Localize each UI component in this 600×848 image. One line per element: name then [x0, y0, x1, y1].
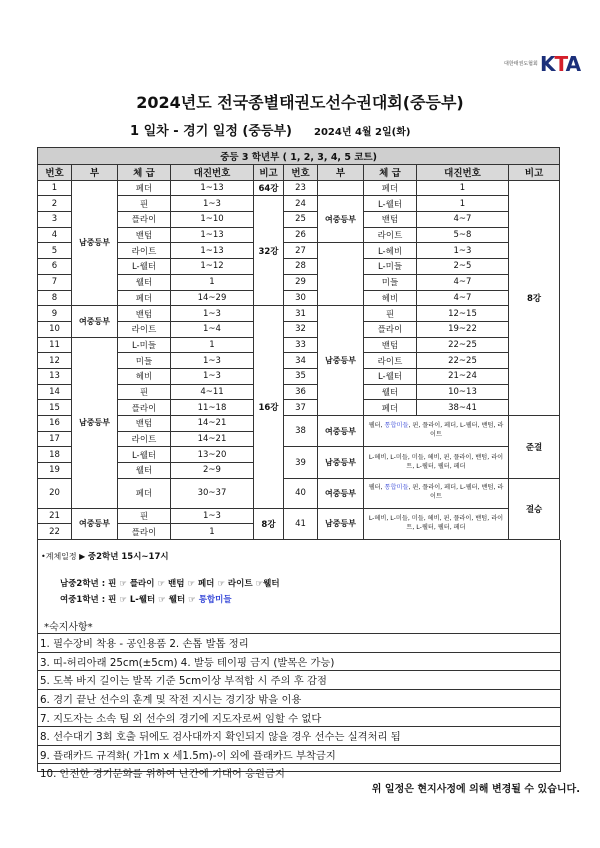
cell-weight: 페더: [118, 180, 171, 196]
round-cell: 64강: [254, 180, 284, 196]
cell-weight: 페더: [364, 180, 417, 196]
cell-no: 4: [38, 227, 72, 243]
cell-weight: 헤비: [118, 368, 171, 384]
cell-bracket: 1~4: [171, 321, 254, 337]
document-subtitle: [130, 120, 410, 139]
rules-list: [38, 633, 560, 782]
cell-no: 20: [38, 478, 72, 508]
cell-weight: 페더: [118, 478, 171, 508]
cell-bracket: 4~7: [417, 212, 509, 228]
col-header: 비고: [254, 165, 284, 181]
cell-bracket: 22~25: [417, 337, 509, 353]
cell-weight: 페더: [364, 400, 417, 416]
table-row: [38, 180, 560, 196]
cell-weight: 웰터: [364, 384, 417, 400]
cell-no: 27: [284, 243, 318, 259]
cell-bracket: 1~3: [171, 368, 254, 384]
weight-list-cell: L-헤비, L-미들, 미들, 헤비, 핀, 플라이, 밴텀, 라이트, L-웰터, 웰터, 페더: [364, 447, 509, 478]
rule-item: 10. 안전한 경기문화를 위하여 난간에 기대어 응원금지: [38, 764, 560, 782]
table-row: [38, 508, 560, 524]
cell-no: 14: [38, 384, 72, 400]
cell-bracket: 11~18: [171, 400, 254, 416]
round-cell: 준결: [509, 416, 560, 479]
cell-bracket: 1~3: [171, 306, 254, 322]
cell-weight: L-미들: [118, 337, 171, 353]
col-header: 번호: [284, 165, 318, 181]
division-cell: 남중등부: [72, 180, 118, 306]
cell-bracket: 1: [171, 524, 254, 540]
cell-no: 35: [284, 368, 318, 384]
division-cell: [318, 180, 364, 196]
rule-item: 6. 경기 끝난 선수의 훈계 및 작전 지시는 경기장 밖을 이용: [38, 689, 560, 708]
cell-bracket: 1: [417, 196, 509, 212]
weigh-in-boys: 남중2학년 : 핀 ☞ 플라이 ☞ 밴텀 ☞ 페더 ☞ 라이트 ☞웰터: [60, 579, 280, 589]
col-header: 부: [72, 165, 118, 181]
cell-no: 17: [38, 431, 72, 447]
cell-no: 5: [38, 243, 72, 259]
cell-weight: 플라이: [118, 212, 171, 228]
rules-heading: *숙지사항*: [44, 622, 93, 633]
cell-weight: 라이트: [364, 227, 417, 243]
cell-no: 36: [284, 384, 318, 400]
col-header: 체 급: [118, 165, 171, 181]
cell-bracket: 1~12: [171, 259, 254, 275]
col-header: 체 급: [364, 165, 417, 181]
day-label: 1 일차 - 경기 일정 (중등부): [130, 124, 292, 139]
cell-weight: 웰터: [118, 463, 171, 479]
cell-no: 31: [284, 306, 318, 322]
cell-no: 9: [38, 306, 72, 322]
cell-no: 6: [38, 259, 72, 275]
cell-weight: 미들: [364, 274, 417, 290]
division-cell: 남중등부: [318, 447, 364, 478]
cell-bracket: 19~22: [417, 321, 509, 337]
logo-caption: 대한태권도협회: [504, 61, 538, 67]
cell-bracket: 30~37: [171, 478, 254, 508]
cell-weight: 플라이: [364, 321, 417, 337]
cell-bracket: 4~11: [171, 384, 254, 400]
division-cell: 남중등부: [318, 508, 364, 539]
cell-bracket: 14~29: [171, 290, 254, 306]
cell-weight: 라이트: [364, 353, 417, 369]
weigh-in-girls: 여중1학년 : 핀 ☞ L-웰터 ☞ 웰터 ☞ 통합미들: [60, 595, 232, 605]
division-cell: 여중등부: [72, 306, 118, 337]
cell-bracket: 2~9: [171, 463, 254, 479]
rule-item: 3. 띠-허리아래 25cm(±5cm) 4. 발등 테이핑 금지 (발목은 가능): [38, 652, 560, 671]
cell-weight: 밴텀: [364, 212, 417, 228]
cell-no: 25: [284, 212, 318, 228]
cell-weight: 라이트: [118, 431, 171, 447]
division-cell: 여중등부: [318, 196, 364, 243]
cell-bracket: 5~8: [417, 227, 509, 243]
round-cell: 32강: [254, 196, 284, 306]
cell-no: 21: [38, 508, 72, 524]
cell-no: 29: [284, 274, 318, 290]
cell-bracket: 4~7: [417, 290, 509, 306]
weight-list-cell: 웰터, 통합미들, 핀, 플라이, 페더, L-웰터, 밴텀, 라이트: [364, 416, 509, 447]
cell-bracket: 1~10: [171, 212, 254, 228]
cell-bracket: 1~13: [171, 227, 254, 243]
cell-weight: 라이트: [118, 243, 171, 259]
cell-weight: 밴텀: [118, 416, 171, 432]
weight-list-cell: L-헤비, L-미들, 미들, 헤비, 핀, 플라이, 밴텀, 라이트, L-웰터, 웰터, 페더: [364, 508, 509, 539]
cell-bracket: 1: [417, 180, 509, 196]
cell-no: 2: [38, 196, 72, 212]
round-cell: 8강: [509, 180, 560, 415]
round-cell: 결승: [509, 478, 560, 539]
col-header: 대진번호: [171, 165, 254, 181]
cell-no: 1: [38, 180, 72, 196]
rule-item: 5. 도복 바지 길이는 발목 기준 5cm이상 부적합 시 주의 후 감점: [38, 671, 560, 690]
cell-weight: 핀: [118, 196, 171, 212]
division-cell: 여중등부: [72, 508, 118, 539]
document-title: 2024년도 전국종별태권도선수권대회(중등부): [136, 93, 464, 112]
cell-bracket: 14~21: [171, 416, 254, 432]
round-cell: 16강: [254, 306, 284, 509]
cell-weight: 밴텀: [118, 306, 171, 322]
cell-no: 22: [38, 524, 72, 540]
cell-weight: L-웰터: [364, 196, 417, 212]
schedule-table: [37, 147, 560, 540]
cell-no: 34: [284, 353, 318, 369]
table-band-header: 중등 3 학년부 ( 1, 2, 3, 4, 5 코트): [38, 148, 560, 165]
cell-no: 13: [38, 368, 72, 384]
table-row: [38, 306, 560, 322]
cell-bracket: 1~3: [171, 508, 254, 524]
cell-no: 39: [284, 447, 318, 478]
cell-weight: 핀: [118, 384, 171, 400]
cell-no: 32: [284, 321, 318, 337]
cell-bracket: 1~3: [171, 196, 254, 212]
col-header: 부: [318, 165, 364, 181]
cell-weight: L-헤비: [364, 243, 417, 259]
cell-bracket: 1~3: [417, 243, 509, 259]
cell-weight: 라이트: [118, 321, 171, 337]
weigh-in-schedule: •계체일정 ▶ 중2학년 15시~17시: [41, 552, 169, 562]
cell-no: 18: [38, 447, 72, 463]
cell-bracket: 1~13: [171, 180, 254, 196]
cell-no: 11: [38, 337, 72, 353]
cell-weight: 핀: [364, 306, 417, 322]
rule-item: 7. 지도자는 소속 팀 외 선수의 경기에 지도자로써 임할 수 없다: [38, 708, 560, 727]
cell-weight: L-웰터: [118, 259, 171, 275]
cell-bracket: 12~15: [417, 306, 509, 322]
cell-weight: 핀: [118, 508, 171, 524]
rule-item: 1. 필수장비 착용 - 공인용품 2. 손톱 발톱 정리: [38, 634, 560, 653]
cell-no: 38: [284, 416, 318, 447]
col-header: 대진번호: [417, 165, 509, 181]
cell-weight: 밴텀: [118, 227, 171, 243]
date-label: 2024년 4월 2일(화): [313, 127, 411, 138]
division-cell: 여중등부: [318, 478, 364, 508]
cell-no: 40: [284, 478, 318, 508]
division-cell: [318, 243, 364, 306]
division-cell: 여중등부: [318, 416, 364, 447]
cell-no: 33: [284, 337, 318, 353]
cell-no: 30: [284, 290, 318, 306]
cell-weight: L-웰터: [364, 368, 417, 384]
rule-item: 8. 선수대기 3회 호출 뒤에도 검사대까지 확인되지 않을 경우 선수는 실격처리 됨: [38, 726, 560, 745]
cell-bracket: 1: [171, 337, 254, 353]
cell-bracket: 10~13: [417, 384, 509, 400]
cell-weight: L-미들: [364, 259, 417, 275]
division-cell: 남중등부: [318, 306, 364, 416]
cell-bracket: 13~20: [171, 447, 254, 463]
cell-bracket: 1~13: [171, 243, 254, 259]
cell-bracket: 1: [171, 274, 254, 290]
cell-weight: 페더: [118, 290, 171, 306]
division-cell: 남중등부: [72, 337, 118, 508]
kta-logo: [504, 52, 581, 76]
cell-no: 3: [38, 212, 72, 228]
cell-no: 12: [38, 353, 72, 369]
cell-bracket: 4~7: [417, 274, 509, 290]
cell-bracket: 21~24: [417, 368, 509, 384]
col-header: 비고: [509, 165, 560, 181]
cell-bracket: 14~21: [171, 431, 254, 447]
notes-box: [37, 540, 561, 781]
cell-bracket: 1~3: [171, 353, 254, 369]
cell-weight: 밴텀: [364, 337, 417, 353]
footer-note: 위 일정은 현지사정에 의해 변경될 수 있습니다.: [371, 784, 580, 795]
cell-weight: 헤비: [364, 290, 417, 306]
cell-no: 10: [38, 321, 72, 337]
cell-bracket: 22~25: [417, 353, 509, 369]
col-header: 번호: [38, 165, 72, 181]
weight-list-cell: 웰터, 통합미들, 핀, 플라이, 페더, L-웰터, 밴텀, 라이트: [364, 478, 509, 508]
cell-no: 41: [284, 508, 318, 539]
cell-weight: 미들: [118, 353, 171, 369]
cell-no: 19: [38, 463, 72, 479]
cell-no: 15: [38, 400, 72, 416]
cell-no: 7: [38, 274, 72, 290]
cell-weight: 플라이: [118, 400, 171, 416]
cell-no: 37: [284, 400, 318, 416]
cell-no: 8: [38, 290, 72, 306]
round-cell: 8강: [254, 508, 284, 539]
cell-weight: L-웰터: [118, 447, 171, 463]
cell-no: 26: [284, 227, 318, 243]
cell-bracket: 38~41: [417, 400, 509, 416]
rule-item: 9. 플래카드 규격화( 가1m x 세1.5m)-이 외에 플래카드 부착금지: [38, 745, 560, 764]
table-row: [38, 337, 560, 353]
cell-no: 28: [284, 259, 318, 275]
cell-weight: 웰터: [118, 274, 171, 290]
cell-no: 16: [38, 416, 72, 432]
cell-bracket: 2~5: [417, 259, 509, 275]
cell-no: 24: [284, 196, 318, 212]
cell-weight: 플라이: [118, 524, 171, 540]
cell-no: 23: [284, 180, 318, 196]
logo-letters: KTA: [540, 52, 581, 76]
